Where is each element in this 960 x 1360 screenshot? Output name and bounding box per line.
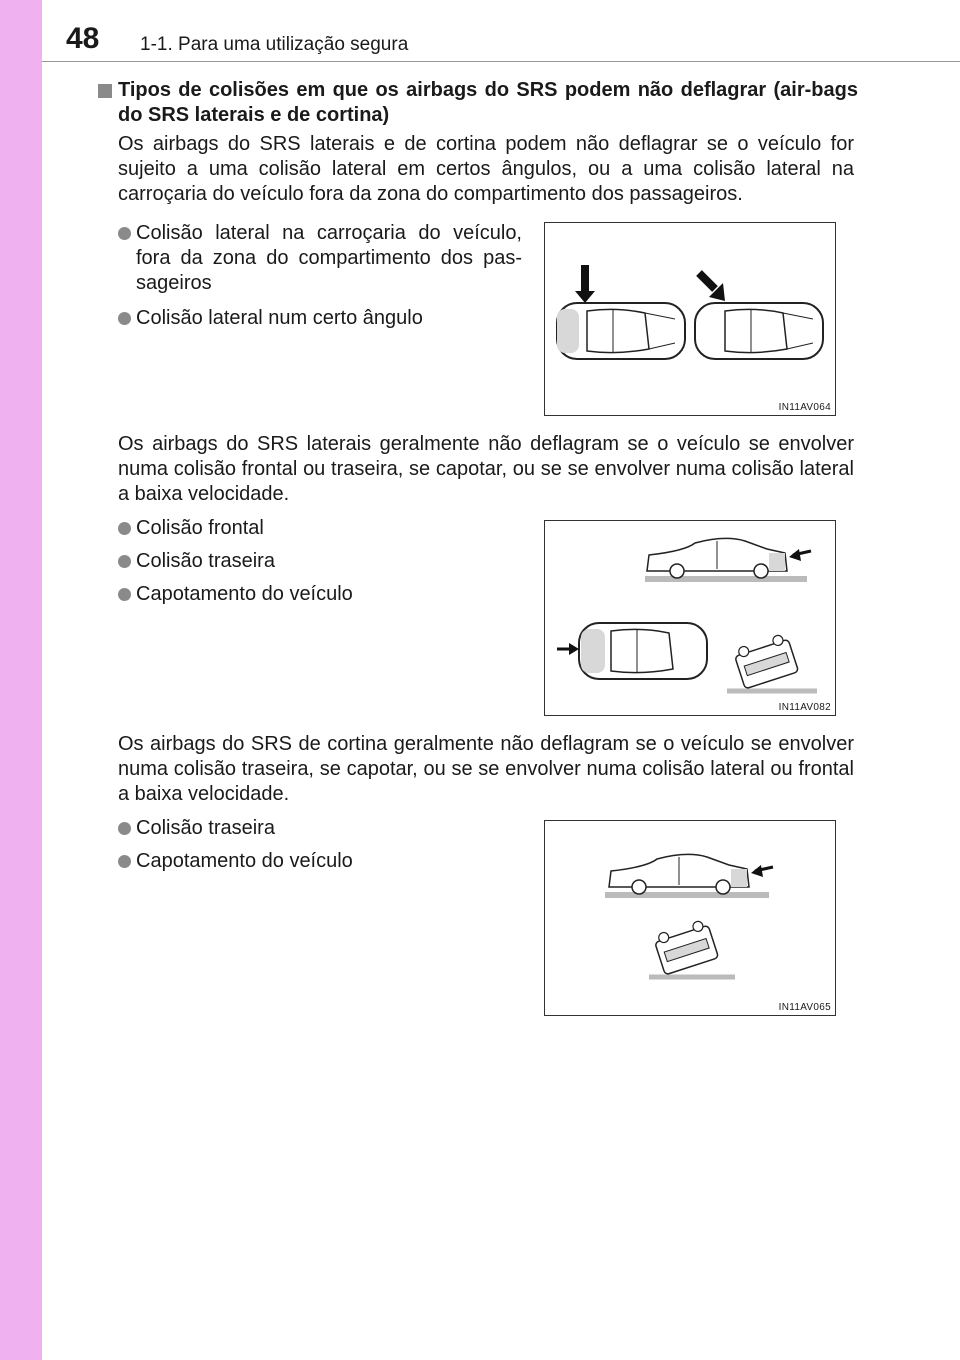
circle-bullet-icon [118,555,131,568]
circle-bullet-icon [118,855,131,868]
bullet-list-curtain-airbags [118,816,518,874]
list-item: Colisão traseira [118,549,518,574]
section-heading: Tipos de colisões em que os airbags do SRS podem não deflagrar (air-bags do SRS laterais e de cortina) [118,79,858,126]
page-edge-tab [0,0,42,1360]
frontal-rear-rollover-illustration [545,521,835,715]
square-bullet-icon [98,84,112,98]
bullet-list-side-airbags [118,516,518,607]
circle-bullet-icon [118,588,131,601]
chapter-title: 1-1. Para uma utilização segura [140,34,409,55]
list-item: Capotamento do veículo [118,582,518,607]
overturned-car-icon [649,919,735,977]
circle-bullet-icon [118,312,131,325]
list-item: Colisão lateral na carroçaria do veículo, fora da zona do compartimento dos pas-sageiros [118,221,522,296]
circle-bullet-icon [118,822,131,835]
side-collision-illustration [545,223,835,415]
figure-rear-rollover [544,820,836,1016]
list-item: Capotamento do veículo [118,849,518,874]
car-side-view-icon [645,538,807,579]
paragraph-side-airbags: Os airbags do SRS laterais geralmente não deflagram se o veículo se envolver numa colisão frontal ou traseira, se capotar, ou se se envolver numa colisão lateral a baixa velocidade. [118,433,854,505]
car-top-view-icon [557,303,685,359]
list-item: Colisão frontal [118,516,518,541]
car-top-view-icon [579,623,707,679]
overturned-car-icon [727,633,817,691]
impact-arrow-icon [699,273,725,301]
circle-bullet-icon [118,227,131,240]
circle-bullet-icon [118,522,131,535]
bullet-list-side-collision [118,221,522,331]
impact-arrow-icon [789,549,811,561]
impact-arrow-icon [557,643,579,655]
list-item: Colisão traseira [118,816,518,841]
impact-arrow-icon [575,265,595,303]
impact-arrow-icon [751,865,773,877]
paragraph-curtain-airbags: Os airbags do SRS de cortina geralmente não deflagram se o veículo se envolver numa colisão traseira, se capotar, ou se se envolver numa colisão lateral ou frontal a baixa velocidade. [118,733,854,805]
figure-code: IN11AV065 [778,1002,831,1013]
list-item: Colisão lateral num certo ângulo [118,306,522,331]
figure-code: IN11AV082 [778,702,831,713]
page-number: 48 [66,22,100,55]
car-top-view-icon [695,303,823,359]
intro-paragraph: Os airbags do SRS laterais e de cortina podem não deflagrar se o veículo for sujeito a uma colisão lateral em certos ângulos, ou a uma colisão lateral na carroçaria do veículo fora da zona do compartimento dos passageiros. [118,133,854,205]
figure-code: IN11AV064 [778,402,831,413]
figure-frontal-rear-rollover [544,520,836,716]
rear-rollover-illustration [545,821,835,1015]
figure-side-collision [544,222,836,416]
car-side-view-icon [605,854,769,895]
header-divider [42,61,960,62]
